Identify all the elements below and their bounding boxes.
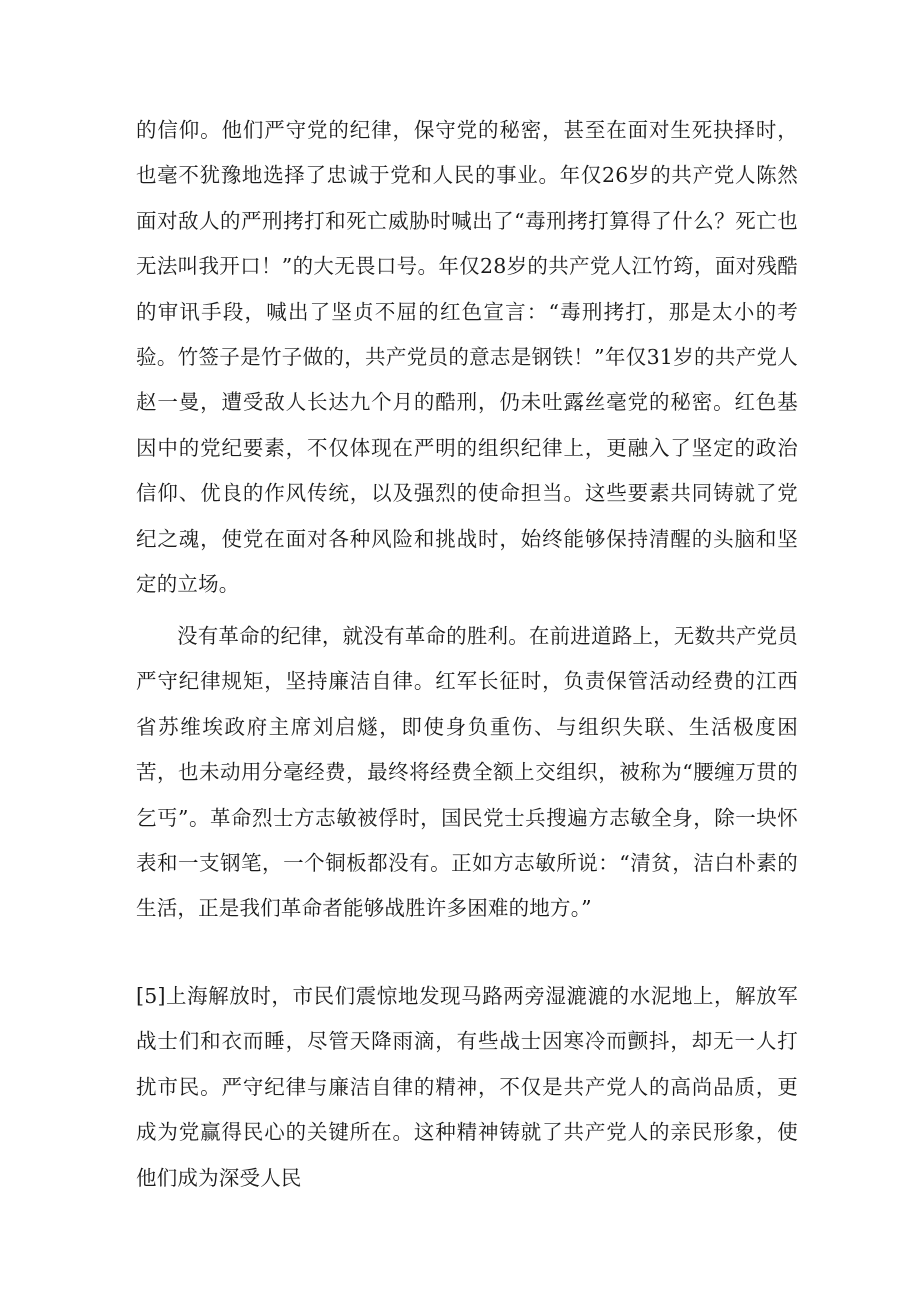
paragraph-3: [5]上海解放时，市民们震惊地发现马路两旁湿漉漉的水泥地上，解放军战士们和衣而睡，尽管天降雨滴，有些战士因寒冷而颤抖，却无一人打扰市民。严守纪律与廉洁自律的精神，不仅是共产党人的高尚品质，更成为党赢得民心的关键所在。这种精神铸就了共产党人的亲民形象，使他们成为深受人民 [136,984,798,1190]
paragraph-1: 的信仰。他们严守党的纪律，保守党的秘密，甚至在面对生死抉择时，也毫不犹豫地选择了忠诚于党和人民的事业。年仅26岁的共产党人陈然面对敌人的严刑拷打和死亡威胁时喊出了“毒刑拷打算得了什么？死亡也无法叫我开口！”的大无畏口号。年仅28岁的共产党人江竹筠，面对残酷的审讯手段，喊出了坚贞不屈的红色宣言：“毒刑拷打，那是太小的考验。竹签子是竹子做的，共产党员的意志是钢铁！”年仅31岁的共产党人赵一曼，遭受敌人长达九个月的酷刑，仍未吐露丝毫党的秘密。红色基因中的党纪要素，不仅体现在严明的组织纪律上，更融入了坚定的政治信仰、优良的作风传统，以及强烈的使命担当。这些要素共同铸就了党纪之魂，使党在面对各种风险和挑战时，始终能够保持清醒的头脑和坚定的立场。 [136,118,798,597]
paragraph-2: 没有革命的纪律，就没有革命的胜利。在前进道路上，无数共产党员严守纪律规矩，坚持廉洁自律。红军长征时，负责保管活动经费的江西省苏维埃政府主席刘启燧，即使身负重伤、与组织失联、生活极度困苦，也未动用分毫经费，最终将经费全额上交组织，被称为“腰缠万贯的乞丐”。革命烈士方志敏被俘时，国民党士兵搜遍方志敏全身，除一块怀表和一支钢笔，一个铜板都没有。正如方志敏所说：“清贫，洁白朴素的生活，正是我们革命者能够战胜许多困难的地方。” [136,624,798,921]
